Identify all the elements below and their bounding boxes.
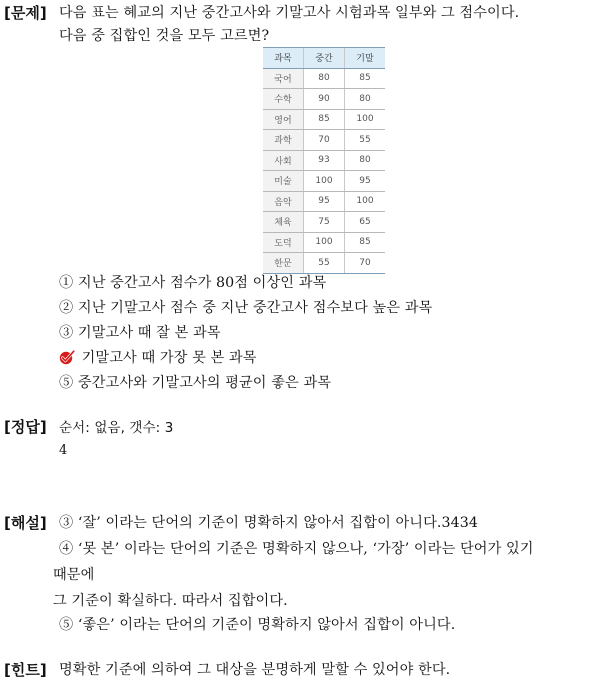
subject-cell: 한문 [263, 253, 304, 274]
final-cell: 80 [345, 89, 386, 110]
answer-tag: [정답] [4, 418, 47, 436]
answer-extra: 4 [59, 443, 68, 458]
choice-1 [59, 272, 326, 292]
choice-mark: ⑤ [59, 375, 74, 391]
table-row [263, 130, 385, 151]
problem-line-2: 다음 중 집합인 것을 모두 고르면? [59, 28, 270, 44]
hint-line: 명확한 기준에 의하여 그 대상을 분명하게 말할 수 있어야 한다. [59, 662, 451, 678]
score-table [263, 47, 385, 274]
final-cell: 95 [345, 171, 386, 192]
subject-cell: 미술 [263, 171, 304, 192]
final-cell: 85 [345, 232, 386, 253]
choice-text: 지난 기말고사 점수 중 지난 중간고사 점수보다 높은 과목 [77, 300, 433, 316]
subject-cell: 체육 [263, 212, 304, 233]
explanation-line-3: 때문에 [53, 567, 95, 583]
explanation-tag: [해설] [4, 514, 47, 532]
subject-cell: 국어 [263, 68, 304, 89]
final-cell: 65 [345, 212, 386, 233]
table-row [263, 68, 385, 89]
subject-cell: 도덕 [263, 232, 304, 253]
problem-line-1: 다음 표는 혜교의 지난 중간고사와 기말고사 시험과목 일부와 그 점수이다. [59, 5, 520, 21]
midterm-cell: 90 [304, 89, 345, 110]
midterm-cell: 85 [304, 109, 345, 130]
final-cell: 55 [345, 130, 386, 151]
subject-cell: 음악 [263, 191, 304, 212]
subject-cell: 사회 [263, 150, 304, 171]
final-cell: 80 [345, 150, 386, 171]
choice-3 [59, 322, 221, 342]
midterm-cell: 55 [304, 253, 345, 274]
subject-cell: 수학 [263, 89, 304, 110]
final-cell: 70 [345, 253, 386, 274]
final-cell: 100 [345, 109, 386, 130]
hint-tag: [힌트] [4, 661, 47, 679]
header-subject: 과목 [263, 48, 304, 69]
choice-text: 지난 중간고사 점수가 80점 이상인 과목 [77, 275, 327, 291]
midterm-cell: 75 [304, 212, 345, 233]
midterm-cell: 70 [304, 130, 345, 151]
subject-cell: 영어 [263, 109, 304, 130]
table-row [263, 232, 385, 253]
table-row [263, 109, 385, 130]
table-row [263, 212, 385, 233]
choice-text: 기말고사 때 가장 못 본 과목 [81, 350, 257, 366]
header-midterm: 중간 [304, 48, 345, 69]
choice-mark: ① [59, 275, 74, 291]
explanation-line-2: ④ ‘못 본’ 이라는 단어의 기준은 명확하지 않으나, ‘가장’ 이라는 단어가 있기 [59, 541, 534, 557]
table-header-row [263, 48, 385, 69]
check-mark-icon [59, 349, 75, 365]
midterm-cell: 100 [304, 171, 345, 192]
choice-mark: ② [59, 300, 74, 316]
midterm-cell: 100 [304, 232, 345, 253]
table-row [263, 171, 385, 192]
explanation-line-4: 그 기준이 확실하다. 따라서 집합이다. [53, 593, 288, 609]
table-row [263, 191, 385, 212]
choice-mark: ③ [59, 325, 74, 341]
final-cell: 100 [345, 191, 386, 212]
midterm-cell: 80 [304, 68, 345, 89]
midterm-cell: 95 [304, 191, 345, 212]
table-row [263, 253, 385, 274]
table-row [263, 150, 385, 171]
choice-text: 중간고사와 기말고사의 평균이 좋은 과목 [77, 375, 332, 391]
subject-cell: 과학 [263, 130, 304, 151]
choice-text: 기말고사 때 잘 본 과목 [77, 325, 221, 341]
header-final: 기말 [345, 48, 386, 69]
table-row [263, 89, 385, 110]
choice-5 [59, 372, 331, 392]
explanation-line-1: ③ ‘잘’ 이라는 단어의 기준이 명확하지 않아서 집합이 아니다.3434 [59, 515, 479, 531]
midterm-cell: 93 [304, 150, 345, 171]
choice-2 [59, 297, 432, 317]
final-cell: 85 [345, 68, 386, 89]
choice-4 [59, 347, 257, 367]
answer-line: 순서: 없음, 갯수: 3 [59, 420, 174, 436]
problem-tag: [문제] [4, 4, 47, 22]
explanation-line-5: ⑤ ‘좋은’ 이라는 단어의 기준이 명확하지 않아서 집합이 아니다. [59, 617, 456, 633]
